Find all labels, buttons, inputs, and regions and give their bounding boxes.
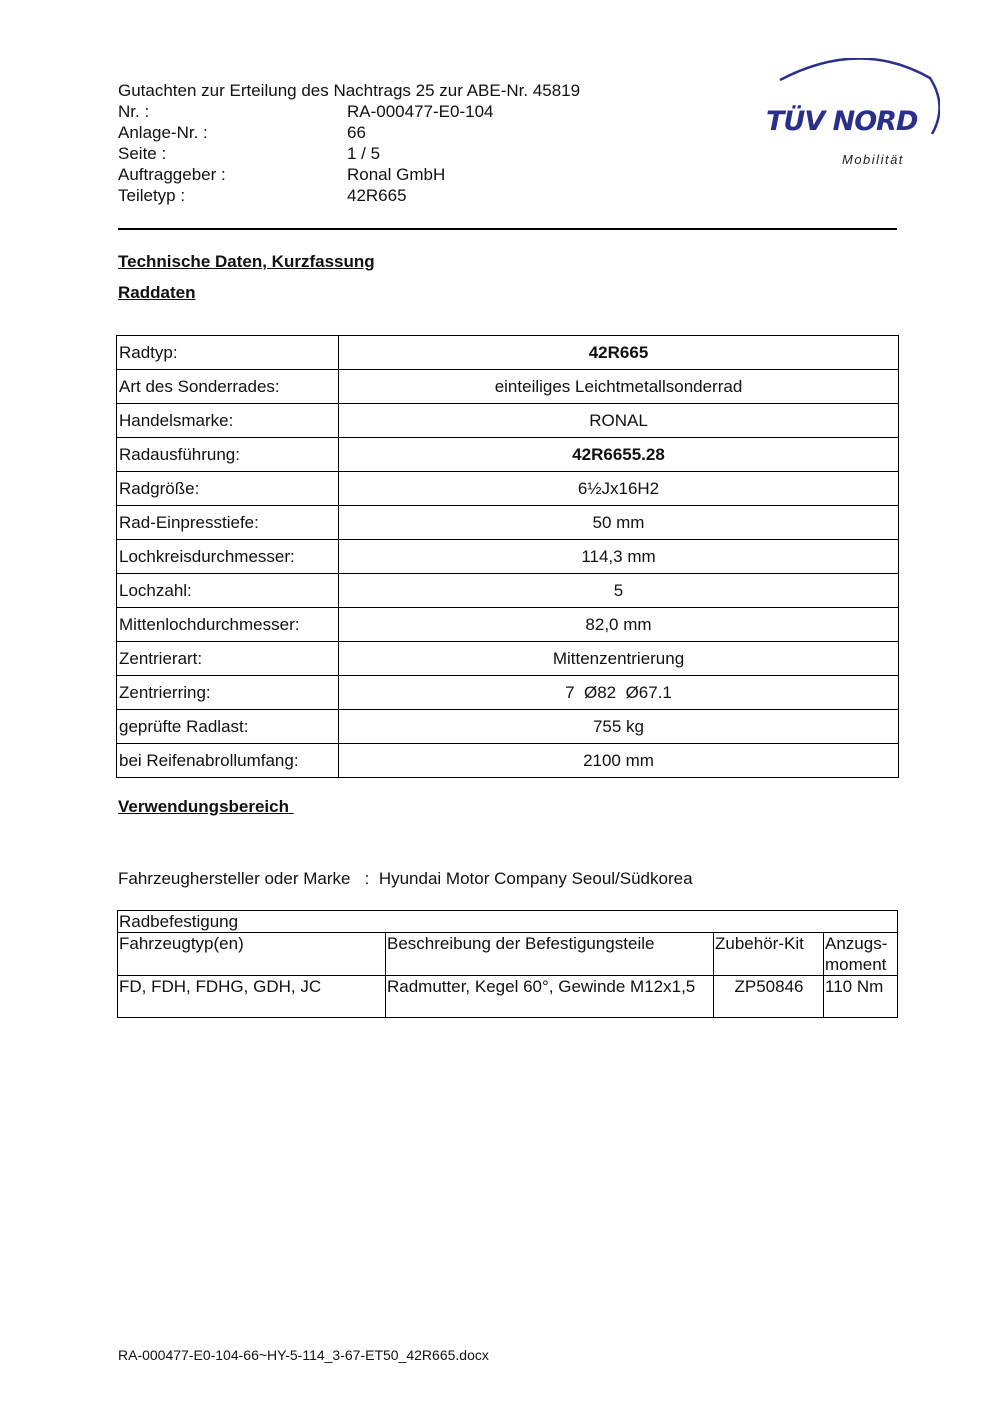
manufacturer-label: Fahrzeughersteller oder Marke: [118, 869, 351, 888]
nr-label: Nr. :: [118, 102, 150, 121]
table-row: [117, 438, 899, 472]
row-label: bei Reifenabrollumfang:: [117, 744, 339, 778]
heading-raddaten: Raddaten: [118, 283, 196, 302]
column-header: Anzugs-moment: [824, 933, 898, 976]
row-value: 42R665: [339, 336, 899, 370]
row-label: Zentrierring:: [117, 676, 339, 710]
table-cell: 110 Nm: [824, 976, 898, 1018]
seite-value: 1 / 5: [347, 144, 381, 163]
auftraggeber-label: Auftraggeber :: [118, 165, 226, 184]
teiletyp-value: 42R665: [347, 186, 407, 205]
teiletyp-label: Teiletyp :: [118, 186, 186, 205]
column-header: Beschreibung der Befestigungsteile: [386, 933, 714, 976]
table-row: [117, 744, 899, 778]
table-row: [117, 370, 899, 404]
document-title: Gutachten zur Erteilung des Nachtrags 25 zur ABE-Nr. 45819: [118, 81, 581, 100]
row-label: Radtyp:: [117, 336, 339, 370]
table-header-row: [118, 933, 898, 976]
table-row: [117, 574, 899, 608]
row-label: Radausführung:: [117, 438, 339, 472]
row-value: einteiliges Leichtmetallsonderrad: [339, 370, 899, 404]
row-label: Zentrierart:: [117, 642, 339, 676]
row-label: Mittenlochdurchmesser:: [117, 608, 339, 642]
header-divider: [118, 228, 897, 230]
row-label: Rad-Einpresstiefe:: [117, 506, 339, 540]
row-label: geprüfte Radlast:: [117, 710, 339, 744]
row-value: Mittenzentrierung: [339, 642, 899, 676]
table-row: [117, 710, 899, 744]
anlage-value: 66: [347, 123, 366, 142]
table-cell: Radmutter, Kegel 60°, Gewinde M12x1,5: [386, 976, 714, 1018]
heading-technische-daten: Technische Daten, Kurzfassung: [118, 252, 375, 271]
table-row: [117, 336, 899, 370]
raddaten-table: [116, 335, 899, 778]
logo-brand-text: TÜV NORD: [766, 106, 918, 137]
table-row: [117, 642, 899, 676]
row-label: Handelsmarke:: [117, 404, 339, 438]
table-row: [117, 540, 899, 574]
row-value: 6½Jx16H2: [339, 472, 899, 506]
auftraggeber-value: Ronal GmbH: [347, 165, 446, 184]
row-value: 755 kg: [339, 710, 899, 744]
logo-subtitle: Mobilität: [842, 152, 904, 167]
row-value: 114,3 mm: [339, 540, 899, 574]
table-row: [117, 676, 899, 710]
table-cell: ZP50846: [714, 976, 824, 1018]
table-row: [118, 976, 898, 1018]
row-value: RONAL: [339, 404, 899, 438]
radbefestigung-table: [117, 910, 898, 1018]
column-header: Fahrzeugtyp(en): [118, 933, 386, 976]
manufacturer-line: [118, 869, 693, 889]
heading-verwendungsbereich: Verwendungsbereich: [118, 797, 294, 816]
row-value: 42R6655.28: [339, 438, 899, 472]
manufacturer-value: Hyundai Motor Company Seoul/Südkorea: [378, 869, 693, 888]
row-value: 2100 mm: [339, 744, 899, 778]
column-header: Zubehör-Kit: [714, 933, 824, 976]
row-label: Radgröße:: [117, 472, 339, 506]
row-value: 7 Ø82 Ø67.1: [339, 676, 899, 710]
row-label: Lochkreisdurchmesser:: [117, 540, 339, 574]
table-caption-row: [118, 911, 898, 933]
table-row: [117, 472, 899, 506]
table-row: [117, 608, 899, 642]
row-label: Art des Sonderrades:: [117, 370, 339, 404]
table-row: [117, 404, 899, 438]
seite-label: Seite :: [118, 144, 167, 163]
row-value: 50 mm: [339, 506, 899, 540]
anlage-label: Anlage-Nr. :: [118, 123, 208, 142]
row-value: 5: [339, 574, 899, 608]
footer-filename: RA-000477-E0-104-66~HY-5-114_3-67-ET50_42R665.docx: [118, 1347, 489, 1363]
table-cell: FD, FDH, FDHG, GDH, JC: [118, 976, 386, 1018]
nr-value: RA-000477-E0-104: [347, 102, 494, 121]
row-label: Lochzahl:: [117, 574, 339, 608]
table-caption: Radbefestigung: [118, 911, 898, 933]
table-row: [117, 506, 899, 540]
manufacturer-separator: :: [364, 869, 370, 888]
row-value: 82,0 mm: [339, 608, 899, 642]
